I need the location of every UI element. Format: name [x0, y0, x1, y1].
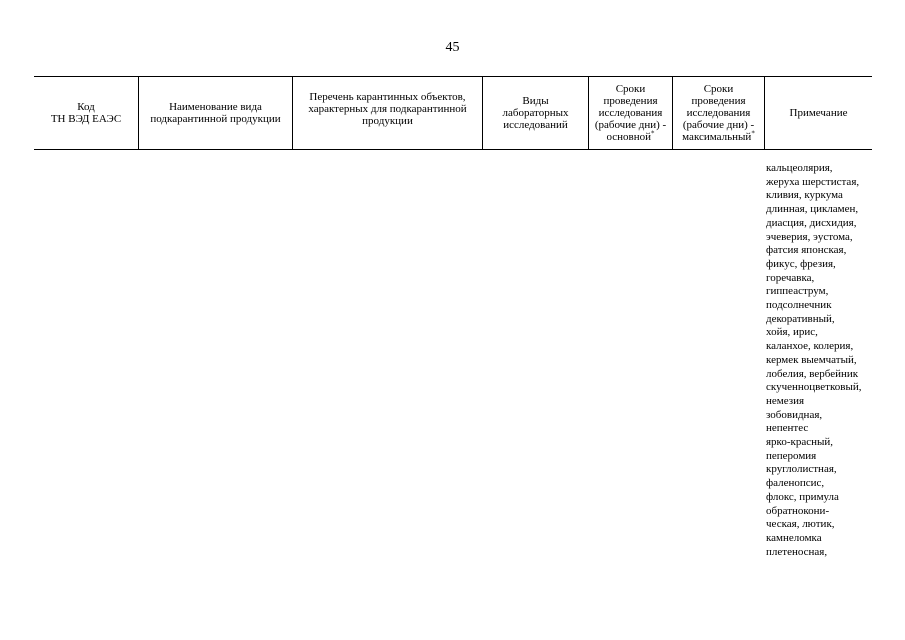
- header-lab-types: [482, 77, 588, 149]
- header-product-name: [138, 77, 292, 149]
- note-line: плетеносная,: [766, 545, 828, 558]
- footnote-marker: *: [651, 129, 655, 138]
- note-line: жеруха шерстистая,: [766, 175, 860, 188]
- header-terms-max: [672, 77, 764, 149]
- note-line: зобовидная,: [766, 408, 823, 421]
- header-terms-max-line: проведения: [691, 95, 746, 107]
- note-line: подсолнечник: [766, 299, 832, 312]
- note-line: ярко-красный,: [766, 436, 834, 449]
- note-line: декоративный,: [766, 312, 835, 325]
- header-quarantine-objects-line: характерных для подкарантинной: [308, 103, 467, 115]
- header-product-name-line: подкарантинной продукции: [150, 113, 281, 125]
- header-code-line: ТН ВЭД ЕАЭС: [50, 113, 122, 125]
- note-line: ческая, лютик,: [766, 518, 835, 531]
- header-terms-basic-line: исследования: [598, 107, 663, 119]
- note-line: кальцеолярия,: [766, 162, 833, 174]
- footnote-marker: *: [751, 129, 755, 138]
- header-terms-basic-line: (рабочие дни) -: [594, 119, 667, 131]
- note-line: скученноцветковый,: [766, 381, 862, 394]
- note-line: обратнокони-: [766, 504, 830, 517]
- header-terms-basic-line: основной: [606, 131, 651, 143]
- note-line: круглолистная,: [766, 463, 837, 476]
- note-line: немезия: [766, 394, 805, 407]
- table-header: [34, 76, 872, 150]
- note-line: лобелия, вербейник: [766, 367, 859, 380]
- header-code-line: Код: [77, 101, 95, 113]
- header-terms-basic: [588, 77, 672, 149]
- header-note-line: Примечание: [789, 107, 848, 119]
- header-terms-max-line: (рабочие дни) -: [682, 119, 755, 131]
- note-line: кермек выемчатый,: [766, 353, 857, 366]
- header-lab-types-line: Виды: [522, 95, 549, 107]
- header-quarantine-objects-line: продукции: [362, 115, 413, 127]
- note-line: пеперомия: [766, 449, 817, 462]
- header-terms-max-line: Сроки: [703, 83, 734, 95]
- header-lab-types-line: лабораторных: [502, 107, 569, 119]
- note-line: гиппеаструм,: [766, 285, 829, 298]
- header-product-name-line: Наименование вида: [169, 101, 262, 113]
- note-line: камнеломка: [766, 531, 822, 544]
- note-line: длинная, цикламен,: [766, 203, 859, 216]
- note-line: каланхое, колерия,: [766, 340, 854, 353]
- header-note: [764, 77, 872, 149]
- note-line: хойя, ирис,: [766, 326, 818, 339]
- note-line: эчеверия, эустома,: [766, 230, 853, 243]
- note-line: фаленопсис,: [766, 477, 825, 490]
- page-number: 45: [445, 40, 460, 55]
- header-terms-basic-line: проведения: [603, 95, 658, 107]
- note-line: фикус, фрезия,: [766, 257, 836, 270]
- header-terms-max-line: максимальный: [682, 131, 752, 143]
- note-line: диасция, дисхидия,: [766, 216, 857, 229]
- header-quarantine-objects: [292, 77, 482, 149]
- header-quarantine-objects-line: Перечень карантинных объектов,: [309, 91, 466, 103]
- note-line: непентес: [766, 422, 809, 435]
- note-line: горечавка,: [766, 271, 815, 284]
- note-line: кливия, куркума: [766, 189, 843, 202]
- header-terms-basic-line: Сроки: [615, 83, 646, 95]
- note-line: фатсия японская,: [766, 244, 847, 257]
- header-lab-types-line: исследований: [503, 119, 568, 131]
- header-code: [34, 77, 138, 149]
- header-terms-max-line: исследования: [686, 107, 751, 119]
- note-line: флокс, примула: [766, 490, 839, 503]
- note-column-text: [766, 162, 876, 559]
